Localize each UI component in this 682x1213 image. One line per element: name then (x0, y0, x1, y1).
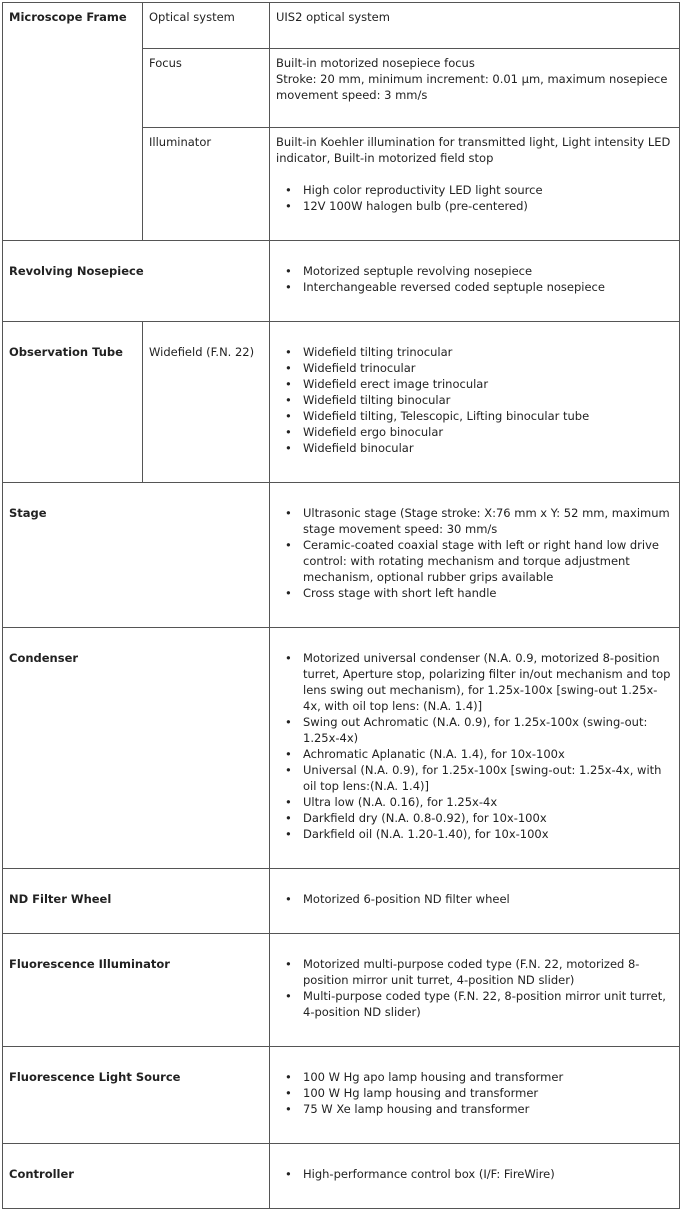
value-cell (269, 1047, 680, 1143)
list-item (285, 794, 671, 810)
value-text: Built-in Koehler illumination for transmitted light, Light intensity LED indicator, Built-in motorized field stop (276, 135, 671, 165)
bullet-icon: • (285, 393, 292, 407)
list-item (285, 344, 671, 360)
bullet-icon: • (285, 183, 292, 197)
bullet-icon: • (285, 280, 292, 294)
list-item-text: Ultra low (N.A. 0.16), for 1.25x-4x (303, 795, 498, 809)
list-item-text: Ultrasonic stage (Stage stroke: X:76 mm x Y: 52 mm, maximum stage movement speed: 30 mm/s (303, 506, 670, 536)
value-cell (269, 628, 680, 868)
list-item (285, 585, 671, 601)
list-item-text: 12V 100W halogen bulb (pre-centered) (303, 199, 528, 213)
bullet-icon: • (285, 441, 292, 455)
spec-row-observation-tube (2, 322, 680, 483)
list-item-text: Widefield ergo binocular (303, 425, 444, 439)
bullet-list (276, 328, 671, 456)
list-item (285, 182, 673, 198)
list-item (285, 440, 671, 456)
value-cell (269, 483, 680, 627)
bullet-icon: • (285, 264, 292, 278)
value-cell (269, 934, 680, 1046)
spec-row-nd-filter-wheel (2, 869, 680, 934)
list-item (285, 1166, 671, 1182)
bullet-icon: • (285, 892, 292, 906)
bullet-list (276, 489, 671, 601)
spec-row-fluorescence-light-source (2, 1047, 680, 1144)
spec-row-fluorescence-illuminator (2, 934, 680, 1047)
section-heading: Controller (9, 1167, 74, 1181)
list-item (285, 650, 671, 714)
spec-row-stage (2, 483, 680, 628)
list-item (285, 279, 671, 295)
bullet-icon: • (285, 1070, 292, 1084)
bullet-list (276, 182, 673, 214)
list-item-text: High color reproductivity LED light source (303, 183, 543, 197)
bullet-icon: • (285, 763, 292, 777)
section-heading: Condenser (9, 651, 79, 665)
list-item (285, 360, 671, 376)
list-item (285, 762, 671, 794)
list-item (285, 505, 671, 537)
bullet-list (276, 247, 671, 295)
section-heading: Microscope Frame (9, 10, 127, 24)
list-item-text: 100 W Hg apo lamp housing and transformer (303, 1070, 564, 1084)
list-item (285, 891, 671, 907)
list-item-text: 100 W Hg lamp housing and transformer (303, 1086, 539, 1100)
bullet-icon: • (285, 795, 292, 809)
bullet-icon: • (285, 506, 292, 520)
sub-label: Optical system (149, 10, 235, 24)
sub-label-cell (142, 128, 269, 240)
bullet-icon: • (285, 425, 292, 439)
list-item-text: Ceramic-coated coaxial stage with left or right hand low drive control: with rotating mechanism and torque adjustment mechanism, optional rubber grips available (303, 538, 659, 584)
list-item-text: Interchangeable reversed coded septuple nosepiece (303, 280, 605, 294)
value-text: UIS2 optical system (276, 10, 390, 24)
list-item (285, 826, 671, 842)
bullet-list (276, 1150, 671, 1182)
sub-label: Widefield (F.N. 22) (149, 345, 255, 359)
list-item-text: Widefield tilting binocular (303, 393, 451, 407)
bullet-icon: • (285, 747, 292, 761)
value-cell (269, 869, 680, 933)
list-item (285, 408, 671, 424)
list-item (285, 714, 671, 746)
bullet-icon: • (285, 199, 292, 213)
list-item-text: Motorized septuple revolving nosepiece (303, 264, 533, 278)
bullet-icon: • (285, 651, 292, 665)
list-item-text: Widefield binocular (303, 441, 414, 455)
list-item-text: Universal (N.A. 0.9), for 1.25x-100x [swing-out: 1.25x-4x, with oil top lens:(N.A. 1.4)] (303, 763, 662, 793)
list-item (285, 537, 671, 585)
specifications-table (2, 2, 680, 1211)
list-item (285, 1101, 671, 1117)
list-item (285, 392, 671, 408)
bullet-icon: • (285, 377, 292, 391)
sub-label: Illuminator (149, 135, 212, 149)
list-item-text: Achromatic Aplanatic (N.A. 1.4), for 10x-100x (303, 747, 565, 761)
value-cell (269, 1144, 680, 1208)
section-heading: Observation Tube (9, 345, 123, 359)
bullet-icon: • (285, 957, 292, 971)
list-item (285, 810, 671, 826)
section-heading-cell (2, 628, 269, 868)
value-cell (269, 128, 680, 240)
list-item-text: Widefield trinocular (303, 361, 416, 375)
section-heading: Stage (9, 506, 47, 520)
list-item (285, 988, 671, 1020)
section-heading-cell (2, 1144, 269, 1208)
bullet-icon: • (285, 1086, 292, 1100)
value-text: Built-in motorized nosepiece focus (276, 56, 475, 70)
spec-row-condenser (2, 628, 680, 869)
value-cell (269, 49, 680, 127)
section-heading-cell (2, 869, 269, 933)
value-cell (269, 241, 680, 321)
bullet-list (276, 875, 671, 907)
value-cell (269, 322, 680, 482)
list-item-text: Darkfield dry (N.A. 0.8-0.92), for 10x-100x (303, 811, 547, 825)
spec-subrow-illuminator (142, 128, 680, 241)
list-item-text: Motorized 6-position ND filter wheel (303, 892, 510, 906)
list-item-text: Cross stage with short left handle (303, 586, 497, 600)
list-item (285, 956, 671, 988)
bullet-icon: • (285, 989, 292, 1003)
bullet-icon: • (285, 1167, 292, 1181)
sub-label: Focus (149, 56, 182, 70)
bullet-icon: • (285, 811, 292, 825)
spec-subrow-optical-system (142, 2, 680, 49)
section-heading: Revolving Nosepiece (9, 264, 144, 278)
list-item-text: 75 W Xe lamp housing and transformer (303, 1102, 530, 1116)
bullet-icon: • (285, 409, 292, 423)
bullet-list (276, 1053, 671, 1117)
list-item (285, 746, 671, 762)
section-heading: Fluorescence Illuminator (9, 957, 170, 971)
bullet-icon: • (285, 715, 292, 729)
sub-label-cell (142, 49, 269, 127)
section-heading-cell (2, 483, 269, 627)
value-text: Stroke: 20 mm, minimum increment: 0.01 µm, maximum nosepiece movement speed: 3 mm/s (276, 72, 668, 102)
section-heading-cell (2, 3, 142, 240)
section-heading-cell (2, 241, 269, 321)
section-heading: Fluorescence Light Source (9, 1070, 181, 1084)
list-item-text: Motorized multi-purpose coded type (F.N. 22, motorized 8-position mirror unit turret, 4-position ND slider) (303, 957, 640, 987)
list-item-text: Widefield tilting trinocular (303, 345, 453, 359)
bullet-list (276, 940, 671, 1020)
section-heading-cell (2, 1047, 269, 1143)
list-item-text: Swing out Achromatic (N.A. 0.9), for 1.25x-100x (swing-out: 1.25x-4x) (303, 715, 648, 745)
section-heading: ND Filter Wheel (9, 892, 112, 906)
spec-row-controller (2, 1144, 680, 1209)
value-cell (269, 3, 680, 48)
list-item-text: Motorized universal condenser (N.A. 0.9, motorized 8-position turret, Aperture stop, polarizing filter in/out mechanism and top lens swing out mechanism), for 1.25x-100x [swing-out 1.25x-4x, with oil top lens: (N.A. 1.4)] (303, 651, 671, 713)
section-heading-cell (2, 322, 142, 482)
bullet-icon: • (285, 361, 292, 375)
list-item (285, 1085, 671, 1101)
bullet-list (276, 634, 671, 842)
list-item (285, 263, 671, 279)
spec-row-revolving-nosepiece (2, 241, 680, 322)
bullet-icon: • (285, 586, 292, 600)
list-item (285, 1069, 671, 1085)
bullet-icon: • (285, 827, 292, 841)
bullet-icon: • (285, 538, 292, 552)
list-item-text: Widefield tilting, Telescopic, Lifting binocular tube (303, 409, 590, 423)
list-item (285, 424, 671, 440)
list-item (285, 376, 671, 392)
list-item-text: Multi-purpose coded type (F.N. 22, 8-position mirror unit turret, 4-position ND slider) (303, 989, 666, 1019)
spec-subrow-focus (142, 49, 680, 128)
section-heading-cell (2, 934, 269, 1046)
bullet-icon: • (285, 345, 292, 359)
bullet-icon: • (285, 1102, 292, 1116)
list-item (285, 198, 673, 214)
list-item-text: High-performance control box (I/F: FireWire) (303, 1167, 555, 1181)
list-item-text: Darkfield oil (N.A. 1.20-1.40), for 10x-100x (303, 827, 549, 841)
list-item-text: Widefield erect image trinocular (303, 377, 489, 391)
sub-label-cell (142, 3, 269, 48)
sub-label-cell (142, 322, 269, 482)
